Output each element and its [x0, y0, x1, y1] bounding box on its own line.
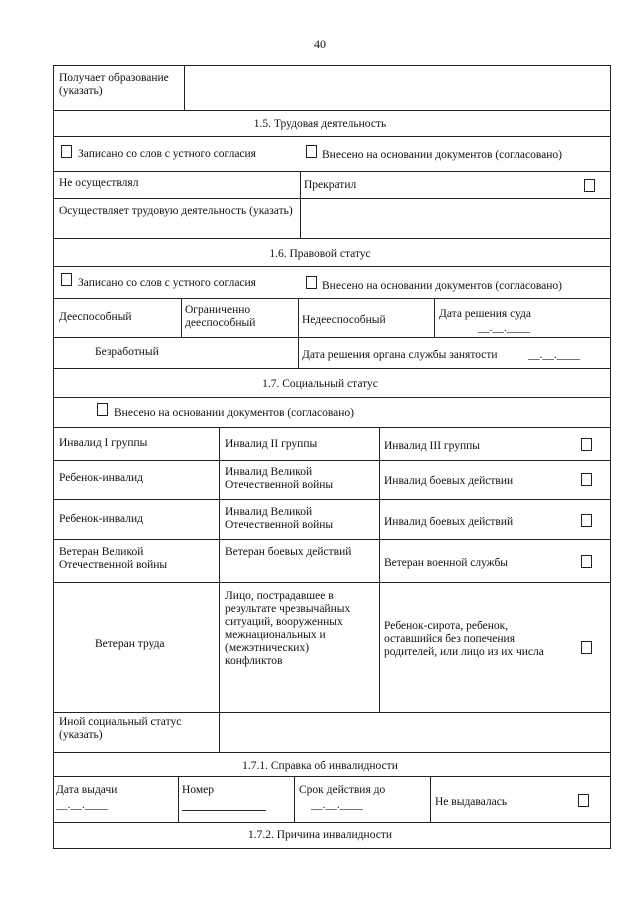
- section-title-1-7-2: 1.7.2. Причина инвалидности: [247, 829, 393, 841]
- stopped-label: Прекратил: [304, 179, 357, 191]
- status-cell: Лицо, пострадавшее в результате чрезвычайных ситуаций, вооруженных межнациональных и (межэтнических) конфликтов: [225, 590, 351, 667]
- s15-docs-checkbox[interactable]: [306, 145, 317, 158]
- table-border: [53, 848, 611, 849]
- status-cell: Ребенок-инвалид: [59, 472, 144, 484]
- row-divider: [53, 776, 611, 777]
- employment-decision-label: Дата решения органа службы занятости: [302, 349, 498, 361]
- status-cell: Инвалид II группы: [225, 438, 318, 450]
- row-divider: [53, 136, 611, 137]
- number-field[interactable]: [182, 804, 266, 811]
- row-divider: [53, 539, 611, 540]
- s16-oral-label: Записано со слов с устного согласия: [78, 277, 256, 289]
- row-divider: [53, 298, 611, 299]
- capable-label: Дееспособный: [59, 311, 132, 323]
- col-divider: [181, 298, 182, 337]
- row-divider: [53, 712, 611, 713]
- not-issued-label: Не выдавалась: [435, 796, 508, 808]
- issue-date-field[interactable]: __.__.____: [56, 799, 108, 811]
- not-worked-label: Не осуществлял: [59, 177, 139, 189]
- section-title-1-5: 1.5. Трудовая деятельность: [253, 118, 387, 130]
- row-divider: [53, 238, 611, 239]
- status-cell: Ветеран военной службы: [384, 557, 509, 569]
- working-field[interactable]: [302, 200, 608, 236]
- col-divider: [379, 427, 380, 712]
- valid-until-field[interactable]: __.__.____: [311, 799, 363, 811]
- education-label: Получает образование (указать): [59, 72, 169, 97]
- page-number: 40: [314, 37, 326, 51]
- s15-oral-checkbox[interactable]: [61, 145, 72, 158]
- table-border: [53, 65, 611, 66]
- table-border: [53, 65, 54, 849]
- education-field[interactable]: [186, 67, 609, 109]
- unemployed-label: Безработный: [95, 346, 159, 358]
- s16-oral-checkbox[interactable]: [61, 273, 72, 286]
- status-cell: Ветеран труда: [95, 638, 165, 650]
- col-divider: [219, 427, 220, 752]
- row-divider: [53, 198, 611, 199]
- s17-docs-label: Внесено на основании документов (согласовано): [114, 407, 354, 419]
- incapable-label: Недееспособный: [302, 314, 386, 326]
- row-divider: [53, 822, 611, 823]
- court-date-field[interactable]: __.__.____: [478, 322, 530, 334]
- row-divider: [53, 499, 611, 500]
- s15-oral-label: Записано со слов с устного согласия: [78, 148, 256, 160]
- status-cell: Инвалид III группы: [384, 440, 481, 452]
- stopped-checkbox[interactable]: [584, 179, 595, 192]
- other-status-field[interactable]: [221, 714, 608, 751]
- row-divider: [53, 752, 611, 753]
- status-checkbox[interactable]: [581, 641, 592, 654]
- status-cell: Инвалид боевых действии: [384, 475, 514, 487]
- row-divider: [53, 337, 611, 338]
- col-divider: [430, 776, 431, 822]
- status-checkbox[interactable]: [581, 555, 592, 568]
- s17-docs-checkbox[interactable]: [97, 403, 108, 416]
- col-divider: [184, 65, 185, 110]
- section-title-1-7: 1.7. Социальный статус: [262, 378, 378, 390]
- s15-docs-label: Внесено на основании документов (согласовано): [322, 149, 562, 161]
- status-cell: Ветеран Великой Отечественной войны: [59, 546, 168, 571]
- not-issued-checkbox[interactable]: [578, 794, 589, 807]
- status-cell: Ветеран боевых действий: [225, 546, 352, 558]
- limited-label: Ограниченно дееспособный: [185, 304, 256, 329]
- col-divider: [434, 298, 435, 337]
- row-divider: [53, 171, 611, 172]
- status-cell: Ребенок-инвалид: [59, 513, 144, 525]
- col-divider: [178, 776, 179, 822]
- row-divider: [53, 460, 611, 461]
- col-divider: [294, 776, 295, 822]
- status-checkbox[interactable]: [581, 473, 592, 486]
- status-cell: Инвалид Великой Отечественной войны: [225, 506, 334, 531]
- row-divider: [53, 266, 611, 267]
- status-cell: Ребенок-сирота, ребенок, оставшийся без попечения родителей, или лицо из их числа: [384, 620, 544, 658]
- issue-date-label: Дата выдачи: [56, 784, 118, 796]
- status-cell: Инвалид Великой Отечественной войны: [225, 466, 334, 491]
- row-divider: [53, 397, 611, 398]
- table-border: [610, 65, 611, 849]
- section-title-1-7-1: 1.7.1. Справка об инвалидности: [242, 760, 398, 772]
- col-divider: [298, 298, 299, 368]
- s16-docs-checkbox[interactable]: [306, 276, 317, 289]
- status-cell: Инвалид I группы: [59, 437, 148, 449]
- number-label: Номер: [182, 784, 214, 796]
- row-divider: [53, 110, 611, 111]
- employment-decision-field[interactable]: __.__.____: [528, 349, 580, 361]
- row-divider: [53, 427, 611, 428]
- status-checkbox[interactable]: [581, 514, 592, 527]
- col-divider: [300, 171, 301, 238]
- valid-until-label: Срок действия до: [299, 784, 386, 796]
- status-checkbox[interactable]: [581, 438, 592, 451]
- s16-docs-label: Внесено на основании документов (согласовано): [322, 280, 562, 292]
- row-divider: [53, 582, 611, 583]
- court-date-label: Дата решения суда: [439, 308, 532, 320]
- section-title-1-6: 1.6. Правовой статус: [269, 248, 371, 260]
- working-label: Осуществляет трудовую деятельность (указать): [59, 205, 293, 217]
- other-status-label: Иной социальный статус (указать): [59, 716, 182, 741]
- status-cell: Инвалид боевых действий: [384, 516, 514, 528]
- row-divider: [53, 368, 611, 369]
